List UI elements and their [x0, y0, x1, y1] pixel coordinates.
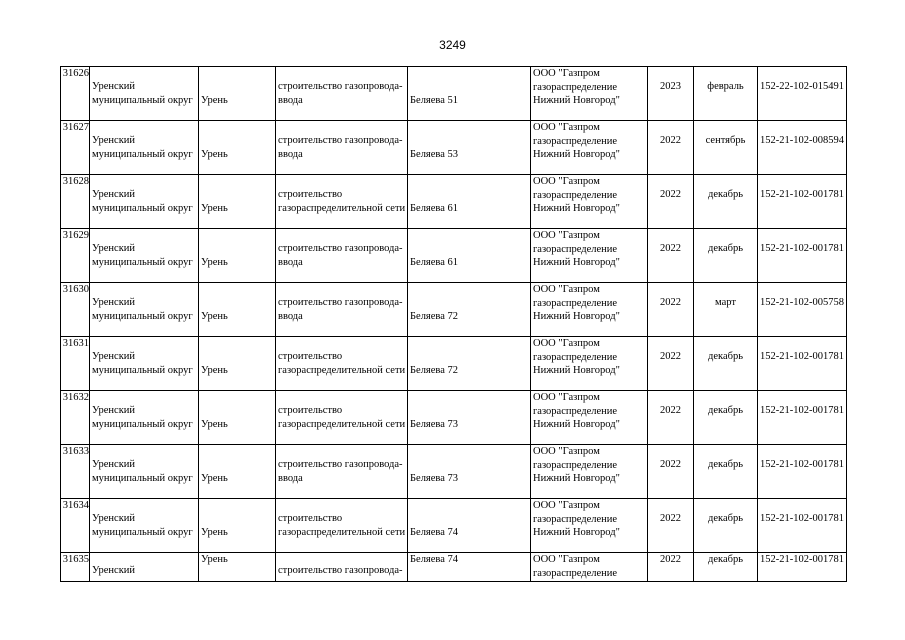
organization-line-1: ООО "Газпром	[533, 122, 600, 133]
municipality-line-2: муниципальный округ	[92, 526, 193, 538]
address-cell	[408, 175, 531, 229]
code-cell	[758, 229, 847, 283]
code-cell	[758, 121, 847, 175]
row-number-cell	[61, 67, 90, 121]
address-cell	[408, 445, 531, 499]
work-type-line-1: строительство газопровода-	[278, 459, 403, 470]
municipality-line-1: Уренский	[92, 243, 136, 254]
locality: Урень	[201, 527, 228, 538]
organization-line-3: Нижний Новгород"	[533, 527, 620, 538]
year-cell	[648, 175, 694, 229]
code-cell	[758, 553, 847, 582]
month-cell	[694, 283, 758, 337]
code-cell	[758, 175, 847, 229]
organization-line-2: газораспределение	[533, 297, 618, 309]
organization-line-3: Нижний Новгород"	[533, 419, 620, 430]
organization-line-1: ООО "Газпром	[533, 554, 600, 565]
table-row	[61, 499, 847, 553]
municipality-line-1: Уренский	[92, 405, 136, 416]
year: 2022	[660, 243, 681, 254]
locality-cell	[199, 121, 276, 175]
address-cell	[408, 121, 531, 175]
locality-cell	[199, 391, 276, 445]
organization-cell	[531, 121, 648, 175]
year-cell	[648, 229, 694, 283]
registry-table	[60, 66, 847, 582]
locality-cell	[199, 445, 276, 499]
address: Беляева 53	[410, 149, 459, 160]
work-type-cell	[276, 499, 408, 553]
organization-line-2: газораспределение	[533, 351, 618, 363]
municipality-line-2: муниципальный округ	[92, 94, 193, 106]
work-type-line-1: строительство газопровода-	[278, 297, 403, 308]
work-type-line-2: ввода	[278, 310, 303, 322]
month-cell	[694, 175, 758, 229]
row-number-cell	[61, 283, 90, 337]
municipality-line-2: муниципальный округ	[92, 472, 193, 484]
table-row	[61, 391, 847, 445]
organization-line-3: Нижний Новгород"	[533, 95, 620, 106]
municipality-cell	[90, 67, 199, 121]
organization-line-2: газораспределение	[533, 243, 618, 255]
municipality-line-2: муниципальный округ	[92, 364, 193, 376]
address-cell	[408, 553, 531, 582]
row-number: 31634	[62, 500, 89, 511]
month: сентябрь	[705, 135, 746, 146]
address: Беляева 74	[410, 554, 459, 565]
table-row	[61, 553, 847, 582]
work-type-cell	[276, 445, 408, 499]
organization-line-3: Нижний Новгород"	[533, 365, 620, 376]
locality: Урень	[201, 149, 228, 160]
year-cell	[648, 121, 694, 175]
year: 2022	[660, 459, 681, 470]
municipality-line-2: муниципальный округ	[92, 148, 193, 160]
organization-cell	[531, 445, 648, 499]
month-cell	[694, 391, 758, 445]
code-cell	[758, 337, 847, 391]
work-type-line-2: ввода	[278, 472, 303, 484]
locality: Урень	[201, 95, 228, 106]
year: 2022	[660, 135, 681, 146]
table-row	[61, 445, 847, 499]
municipality-cell	[90, 499, 199, 553]
work-type-line-1: строительство газопровода-	[278, 135, 403, 146]
table-row	[61, 175, 847, 229]
address: Беляева 73	[410, 419, 459, 430]
year: 2022	[660, 513, 681, 524]
organization-cell	[531, 337, 648, 391]
organization-line-1: ООО "Газпром	[533, 500, 600, 511]
code-cell	[758, 499, 847, 553]
municipality-line-1: Уренский	[92, 459, 136, 470]
organization-line-2: газораспределение	[533, 405, 618, 417]
work-type-line-1: строительство	[278, 351, 343, 362]
row-number: 31632	[62, 392, 89, 403]
municipality-line-1: Уренский	[92, 513, 136, 524]
municipality-cell	[90, 175, 199, 229]
locality: Урень	[201, 203, 228, 214]
month-cell	[694, 499, 758, 553]
work-type-cell	[276, 337, 408, 391]
year: 2022	[660, 405, 681, 416]
table-row	[61, 229, 847, 283]
locality: Урень	[201, 554, 228, 565]
work-type-cell	[276, 553, 408, 582]
organization-line-3: Нижний Новгород"	[533, 311, 620, 322]
table-row	[61, 337, 847, 391]
table-row	[61, 283, 847, 337]
municipality-line-2: муниципальный округ	[92, 418, 193, 430]
work-type-line-1: строительство	[278, 405, 343, 416]
code-cell	[758, 445, 847, 499]
month: декабрь	[708, 459, 743, 470]
municipality-cell	[90, 121, 199, 175]
work-type-cell	[276, 391, 408, 445]
code-cell	[758, 391, 847, 445]
row-number-cell	[61, 445, 90, 499]
municipality-cell	[90, 553, 199, 582]
work-type-cell	[276, 229, 408, 283]
municipality-line-2: муниципальный округ	[92, 256, 193, 268]
locality-cell	[199, 499, 276, 553]
row-number-cell	[61, 337, 90, 391]
work-type-line-2: ввода	[278, 148, 303, 160]
municipality-line-1: Уренский	[92, 81, 136, 92]
organization-line-1: ООО "Газпром	[533, 284, 600, 295]
code-cell	[758, 283, 847, 337]
row-number-cell	[61, 121, 90, 175]
locality-cell	[199, 67, 276, 121]
work-type-line-1: строительство газопровода-	[278, 243, 403, 254]
month: декабрь	[708, 554, 743, 565]
organization-line-2: газораспределение	[533, 513, 618, 525]
organization-line-1: ООО "Газпром	[533, 338, 600, 349]
organization-line-1: ООО "Газпром	[533, 446, 600, 457]
organization-line-3: Нижний Новгород"	[533, 149, 620, 160]
municipality-line-2: муниципальный округ	[92, 310, 193, 322]
row-number: 31629	[62, 230, 89, 241]
year: 2022	[660, 351, 681, 362]
work-type-cell	[276, 175, 408, 229]
municipality-cell	[90, 283, 199, 337]
month-cell	[694, 553, 758, 582]
table-row	[61, 121, 847, 175]
month: декабрь	[708, 189, 743, 200]
work-type-cell	[276, 283, 408, 337]
organization-line-2: газораспределение	[533, 135, 618, 147]
organization-cell	[531, 391, 648, 445]
work-type-cell	[276, 67, 408, 121]
locality-cell	[199, 229, 276, 283]
row-number-cell	[61, 553, 90, 582]
locality-cell	[199, 283, 276, 337]
row-number: 31633	[62, 446, 89, 457]
year-cell	[648, 499, 694, 553]
organization-line-1: ООО "Газпром	[533, 230, 600, 241]
address-cell	[408, 499, 531, 553]
month-cell	[694, 445, 758, 499]
organization-line-3: Нижний Новгород"	[533, 203, 620, 214]
organization-line-1: ООО "Газпром	[533, 392, 600, 403]
registration-code: 152-21-102-008594	[760, 135, 844, 146]
month: декабрь	[708, 405, 743, 416]
address-cell	[408, 229, 531, 283]
registration-code: 152-21-102-001781	[760, 189, 844, 200]
organization-line-1: ООО "Газпром	[533, 176, 600, 187]
municipality-line-1: Уренский	[92, 297, 136, 308]
organization-cell	[531, 283, 648, 337]
registration-code: 152-21-102-001781	[760, 243, 844, 254]
municipality-line-1: Уренский	[92, 351, 136, 362]
municipality-line-1: Уренский	[92, 135, 136, 146]
organization-line-2: газораспределение	[533, 189, 618, 201]
municipality-cell	[90, 391, 199, 445]
registration-code: 152-21-102-001781	[760, 513, 844, 524]
organization-cell	[531, 229, 648, 283]
organization-line-2: газораспределение	[533, 567, 618, 579]
year-cell	[648, 67, 694, 121]
month: декабрь	[708, 513, 743, 524]
row-number: 31630	[62, 284, 89, 295]
address: Беляева 61	[410, 203, 459, 214]
work-type-line-2: газораспределительной сети	[278, 202, 406, 214]
row-number-cell	[61, 499, 90, 553]
work-type-line-1: строительство	[278, 189, 343, 200]
year-cell	[648, 337, 694, 391]
organization-line-2: газораспределение	[533, 459, 618, 471]
address-cell	[408, 67, 531, 121]
month-cell	[694, 337, 758, 391]
row-number-cell	[61, 229, 90, 283]
row-number: 31631	[62, 338, 89, 349]
address: Беляева 72	[410, 311, 459, 322]
row-number: 31635	[62, 554, 89, 565]
year: 2022	[660, 297, 681, 308]
work-type-line-2: газораспределительной сети	[278, 418, 406, 430]
month-cell	[694, 67, 758, 121]
work-type-line-2: строительство газопровода-	[278, 565, 403, 576]
locality-cell	[199, 337, 276, 391]
year-cell	[648, 445, 694, 499]
organization-line-2: газораспределение	[533, 81, 618, 93]
year: 2022	[660, 554, 681, 565]
locality-cell	[199, 553, 276, 582]
row-number-cell	[61, 175, 90, 229]
registration-code: 152-21-102-001781	[760, 351, 844, 362]
month: декабрь	[708, 243, 743, 254]
year-cell	[648, 391, 694, 445]
registration-code: 152-21-102-005758	[760, 297, 844, 308]
work-type-line-1: строительство	[278, 513, 343, 524]
municipality-line-1: Уренский	[92, 565, 136, 576]
year: 2023	[660, 81, 681, 92]
address: Беляева 74	[410, 527, 459, 538]
organization-line-1: ООО "Газпром	[533, 68, 600, 79]
organization-line-3: Нижний Новгород"	[533, 257, 620, 268]
row-number: 31626	[62, 68, 89, 79]
work-type-cell	[276, 121, 408, 175]
locality: Урень	[201, 419, 228, 430]
municipality-cell	[90, 337, 199, 391]
month: декабрь	[708, 351, 743, 362]
registration-code: 152-21-102-001781	[760, 459, 844, 470]
address: Беляева 51	[410, 95, 459, 106]
locality-cell	[199, 175, 276, 229]
municipality-line-2: муниципальный округ	[92, 202, 193, 214]
row-number-cell	[61, 391, 90, 445]
year: 2022	[660, 189, 681, 200]
work-type-line-2: ввода	[278, 256, 303, 268]
table-body	[61, 67, 847, 582]
year-cell	[648, 553, 694, 582]
address: Беляева 61	[410, 257, 459, 268]
locality: Урень	[201, 473, 228, 484]
registration-code: 152-21-102-001781	[760, 554, 844, 565]
address-cell	[408, 283, 531, 337]
table-row	[61, 67, 847, 121]
address-cell	[408, 337, 531, 391]
locality: Урень	[201, 311, 228, 322]
organization-cell	[531, 175, 648, 229]
row-number: 31627	[62, 122, 89, 133]
locality: Урень	[201, 257, 228, 268]
locality: Урень	[201, 365, 228, 376]
work-type-line-2: ввода	[278, 94, 303, 106]
month: март	[715, 297, 736, 308]
address-cell	[408, 391, 531, 445]
row-number: 31628	[62, 176, 89, 187]
municipality-cell	[90, 229, 199, 283]
organization-cell	[531, 499, 648, 553]
year-cell	[648, 283, 694, 337]
month: февраль	[707, 81, 744, 92]
month-cell	[694, 229, 758, 283]
address: Беляева 73	[410, 473, 459, 484]
municipality-line-1: Уренский	[92, 189, 136, 200]
code-cell	[758, 67, 847, 121]
work-type-line-1: строительство газопровода-	[278, 81, 403, 92]
page-number: 3249	[439, 38, 466, 52]
address: Беляева 72	[410, 365, 459, 376]
organization-cell	[531, 67, 648, 121]
organization-line-3: Нижний Новгород"	[533, 473, 620, 484]
work-type-line-2: газораспределительной сети	[278, 364, 406, 376]
registration-code: 152-22-102-015491	[760, 81, 844, 92]
month-cell	[694, 121, 758, 175]
municipality-cell	[90, 445, 199, 499]
registration-code: 152-21-102-001781	[760, 405, 844, 416]
work-type-line-2: газораспределительной сети	[278, 526, 406, 538]
organization-cell	[531, 553, 648, 582]
